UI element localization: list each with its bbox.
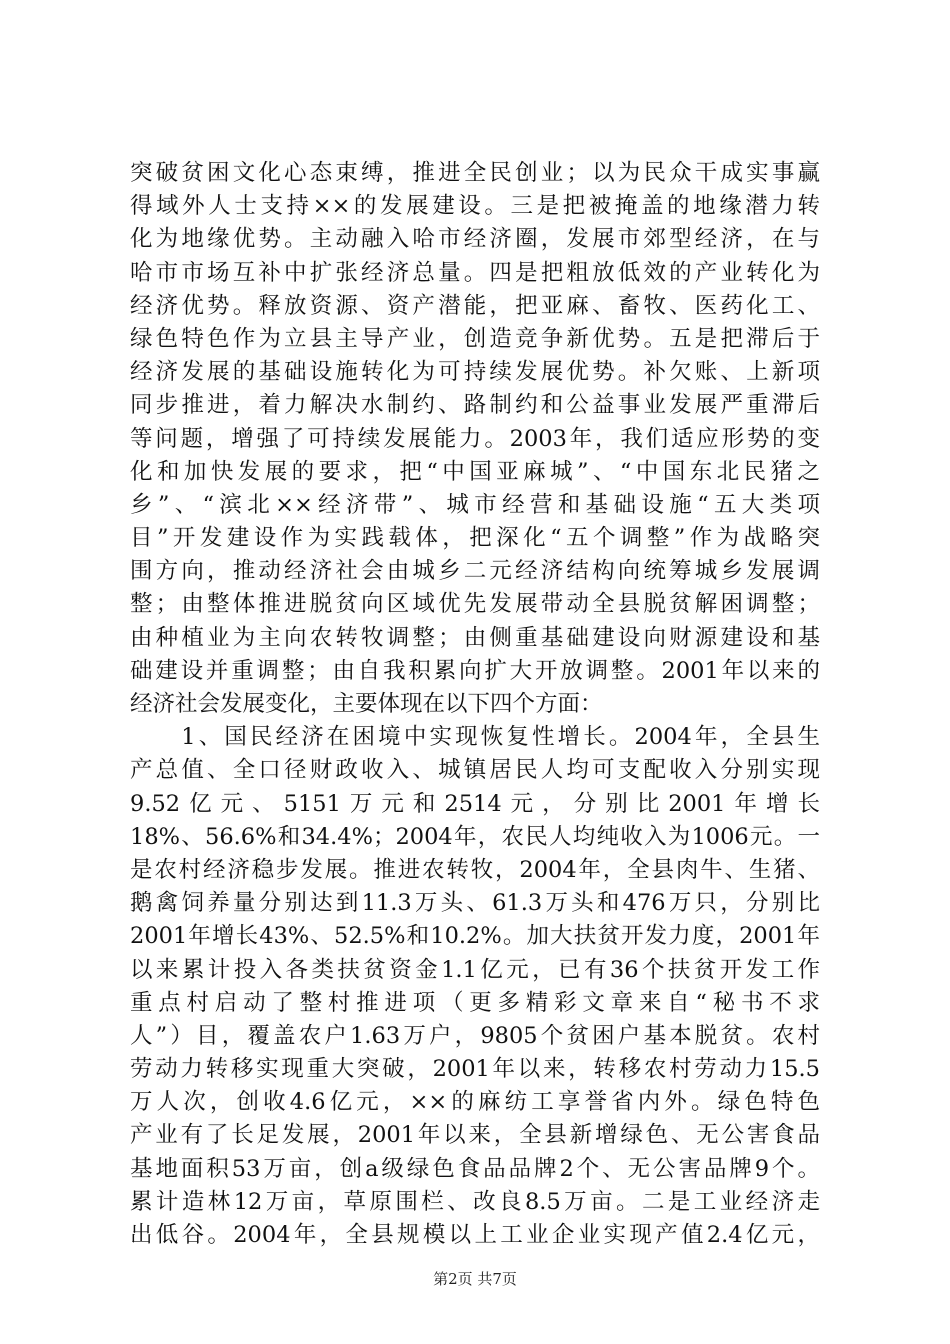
text-line: 9.52亿元、5151万元和2514元，分别比2001年增长	[130, 790, 820, 817]
text-line: 是农村经济稳步发展。推进农转牧，2004年，全县肉牛、生猪、	[130, 856, 820, 883]
text-line: 整；由整体推进脱贫向区域优先发展带动全县脱贫解困调整；	[130, 591, 820, 618]
text-line: 化为地缘优势。主动融入哈市经济圈，发展市郊型经济，在与	[130, 226, 820, 253]
text-line: 得域外人士支持××的发展建设。三是把被掩盖的地缘潜力转	[130, 193, 820, 220]
text-line: 基地面积53万亩，创a级绿色食品品牌2个、无公害品牌9个。	[130, 1155, 820, 1182]
text-line: 劳动力转移实现重大突破，2001年以来，转移农村劳动力15.5	[130, 1056, 820, 1083]
text-line: 1、国民经济在困境中实现恢复性增长。2004年，全县生	[130, 724, 820, 751]
text-line: 哈市市场互补中扩张经济总量。四是把粗放低效的产业转化为	[130, 259, 820, 286]
text-line: 突破贫困文化心态束缚，推进全民创业；以为民众干成实事赢	[130, 160, 820, 186]
text-line: 目”开发建设作为实践载体，把深化“五个调整”作为战略突	[130, 525, 820, 552]
body-text	[130, 157, 820, 1252]
text-line: 等问题，增强了可持续发展能力。2003年，我们适应形势的变	[130, 425, 820, 452]
text-line: 经济优势。释放资源、资产潜能，把亚麻、畜牧、医药化工、	[130, 292, 820, 319]
text-line: 出低谷。2004年，全县规模以上工业企业实现产值2.4亿元，	[130, 1222, 820, 1248]
text-line: 18%、56.6%和34.4%；2004年，农民人均纯收入为1006元。一	[130, 823, 820, 850]
text-line: 经济社会发展变化，主要体现在以下四个方面：	[130, 691, 603, 717]
text-line: 累计造林12万亩，草原围栏、改良8.5万亩。二是工业经济走	[130, 1188, 820, 1215]
text-line: 经济发展的基础设施转化为可持续发展优势。补欠账、上新项	[130, 359, 820, 386]
text-line: 鹅禽饲养量分别达到11.3万头、61.3万头和476万只，分别比	[130, 890, 820, 917]
text-line: 2001年增长43%、52.5%和10.2%。加大扶贫开发力度，2001年	[130, 923, 820, 950]
text-line: 同步推进，着力解决水制约、路制约和公益事业发展严重滞后	[130, 392, 820, 419]
text-line: 万人次，创收4.6亿元，××的麻纺工享誉省内外。绿色特色	[130, 1089, 820, 1116]
text-line: 绿色特色作为立县主导产业，创造竞争新优势。五是把滞后于	[130, 325, 820, 352]
text-line: 重点村启动了整村推进项（更多精彩文章来自“秘书不求	[130, 989, 820, 1016]
text-line: 人”）目，覆盖农户1.63万户，9805个贫困户基本脱贫。农村	[130, 1022, 820, 1049]
text-line: 乡”、“滨北××经济带”、城市经营和基础设施“五大类项	[130, 491, 820, 518]
text-line: 产总值、全口径财政收入、城镇居民人均可支配收入分别实现	[130, 757, 820, 784]
text-line: 产业有了长足发展，2001年以来，全县新增绿色、无公害食品	[130, 1122, 820, 1149]
text-line: 以来累计投入各类扶贫资金1.1亿元，已有36个扶贫开发工作	[130, 956, 820, 983]
text-line: 化和加快发展的要求，把“中国亚麻城”、“中国东北民猪之	[130, 458, 820, 485]
page-footer: 第2页 共7页	[433, 1270, 517, 1288]
text-line: 围方向，推动经济社会由城乡二元经济结构向统筹城乡发展调	[130, 558, 820, 585]
text-line: 由种植业为主向农转牧调整；由侧重基础建设向财源建设和基	[130, 624, 820, 651]
text-line: 础建设并重调整；由自我积累向扩大开放调整。2001年以来的	[130, 657, 820, 684]
